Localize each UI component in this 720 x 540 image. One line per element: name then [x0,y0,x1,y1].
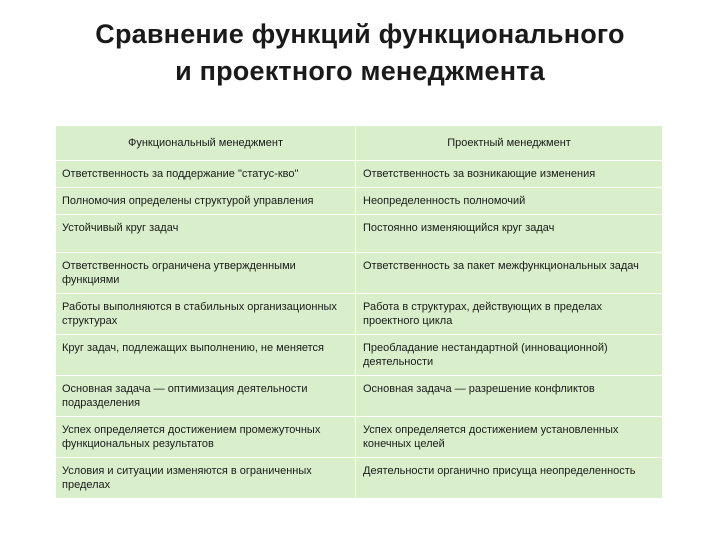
table-row [56,253,663,294]
table-row [56,458,663,499]
table-cell-project [356,417,663,458]
cell-text: Успех определяется достижением промежуточных функциональных результатов [62,424,321,450]
table-cell-functional [56,376,356,417]
cell-text: Основная задача — оптимизация деятельности подразделения [62,383,308,409]
cell-text: Успех определяется достижением установленных конечных целей [363,424,619,450]
table-cell-functional [56,253,356,294]
cell-text: Основная задача — разрешение конфликтов [363,383,595,395]
table-cell-functional [56,335,356,376]
table-header-row [56,126,663,161]
table-cell-project [356,215,663,253]
slide-title-line-1: Сравнение функций функционального [95,19,625,49]
table-row [56,335,663,376]
table-cell-project [356,294,663,335]
table-cell-functional [56,188,356,215]
cell-text: Ответственность за поддержание "статус-кво" [62,168,299,180]
cell-text: Ответственность за пакет межфункциональных задач [363,260,639,272]
cell-text: Круг задач, подлежащих выполнению, не меняется [62,342,325,354]
table-cell-project [356,161,663,188]
table-row [56,376,663,417]
header-functional-management: Функциональный менеджмент [56,126,356,161]
cell-text: Деятельности органично присуща неопределенность [363,465,636,477]
cell-text: Постоянно изменяющийся круг задач [363,222,555,234]
table-row [56,161,663,188]
table-cell-functional [56,294,356,335]
comparison-table [55,125,663,499]
cell-text: Работа в структурах, действующих в пределах проектного цикла [363,301,602,327]
cell-text: Полномочия определены структурой управления [62,195,314,207]
table-cell-functional [56,458,356,499]
cell-text: Неопределенность полномочий [363,195,526,207]
table-cell-project [356,253,663,294]
header-project-management: Проектный менеджмент [356,126,663,161]
slide-title-line-2: и проектного менеджмента [175,56,545,86]
table-cell-project [356,458,663,499]
cell-text: Преобладание нестандартной (инновационной) деятельности [363,342,608,368]
table-row [56,215,663,253]
table-cell-functional [56,215,356,253]
cell-text: Устойчивый круг задач [62,222,179,234]
table-row [56,294,663,335]
table-cell-project [356,188,663,215]
table-cell-project [356,335,663,376]
table-row [56,188,663,215]
cell-text: Работы выполняются в стабильных организационных структурах [62,301,337,327]
table-cell-project [356,376,663,417]
table-cell-functional [56,417,356,458]
slide-title [0,16,720,90]
cell-text: Ответственность за возникающие изменения [363,168,596,180]
cell-text: Ответственность ограничена утвержденными функциями [62,260,296,286]
cell-text: Условия и ситуации изменяются в ограниченных пределах [62,465,312,491]
table-cell-functional [56,161,356,188]
table-row [56,417,663,458]
